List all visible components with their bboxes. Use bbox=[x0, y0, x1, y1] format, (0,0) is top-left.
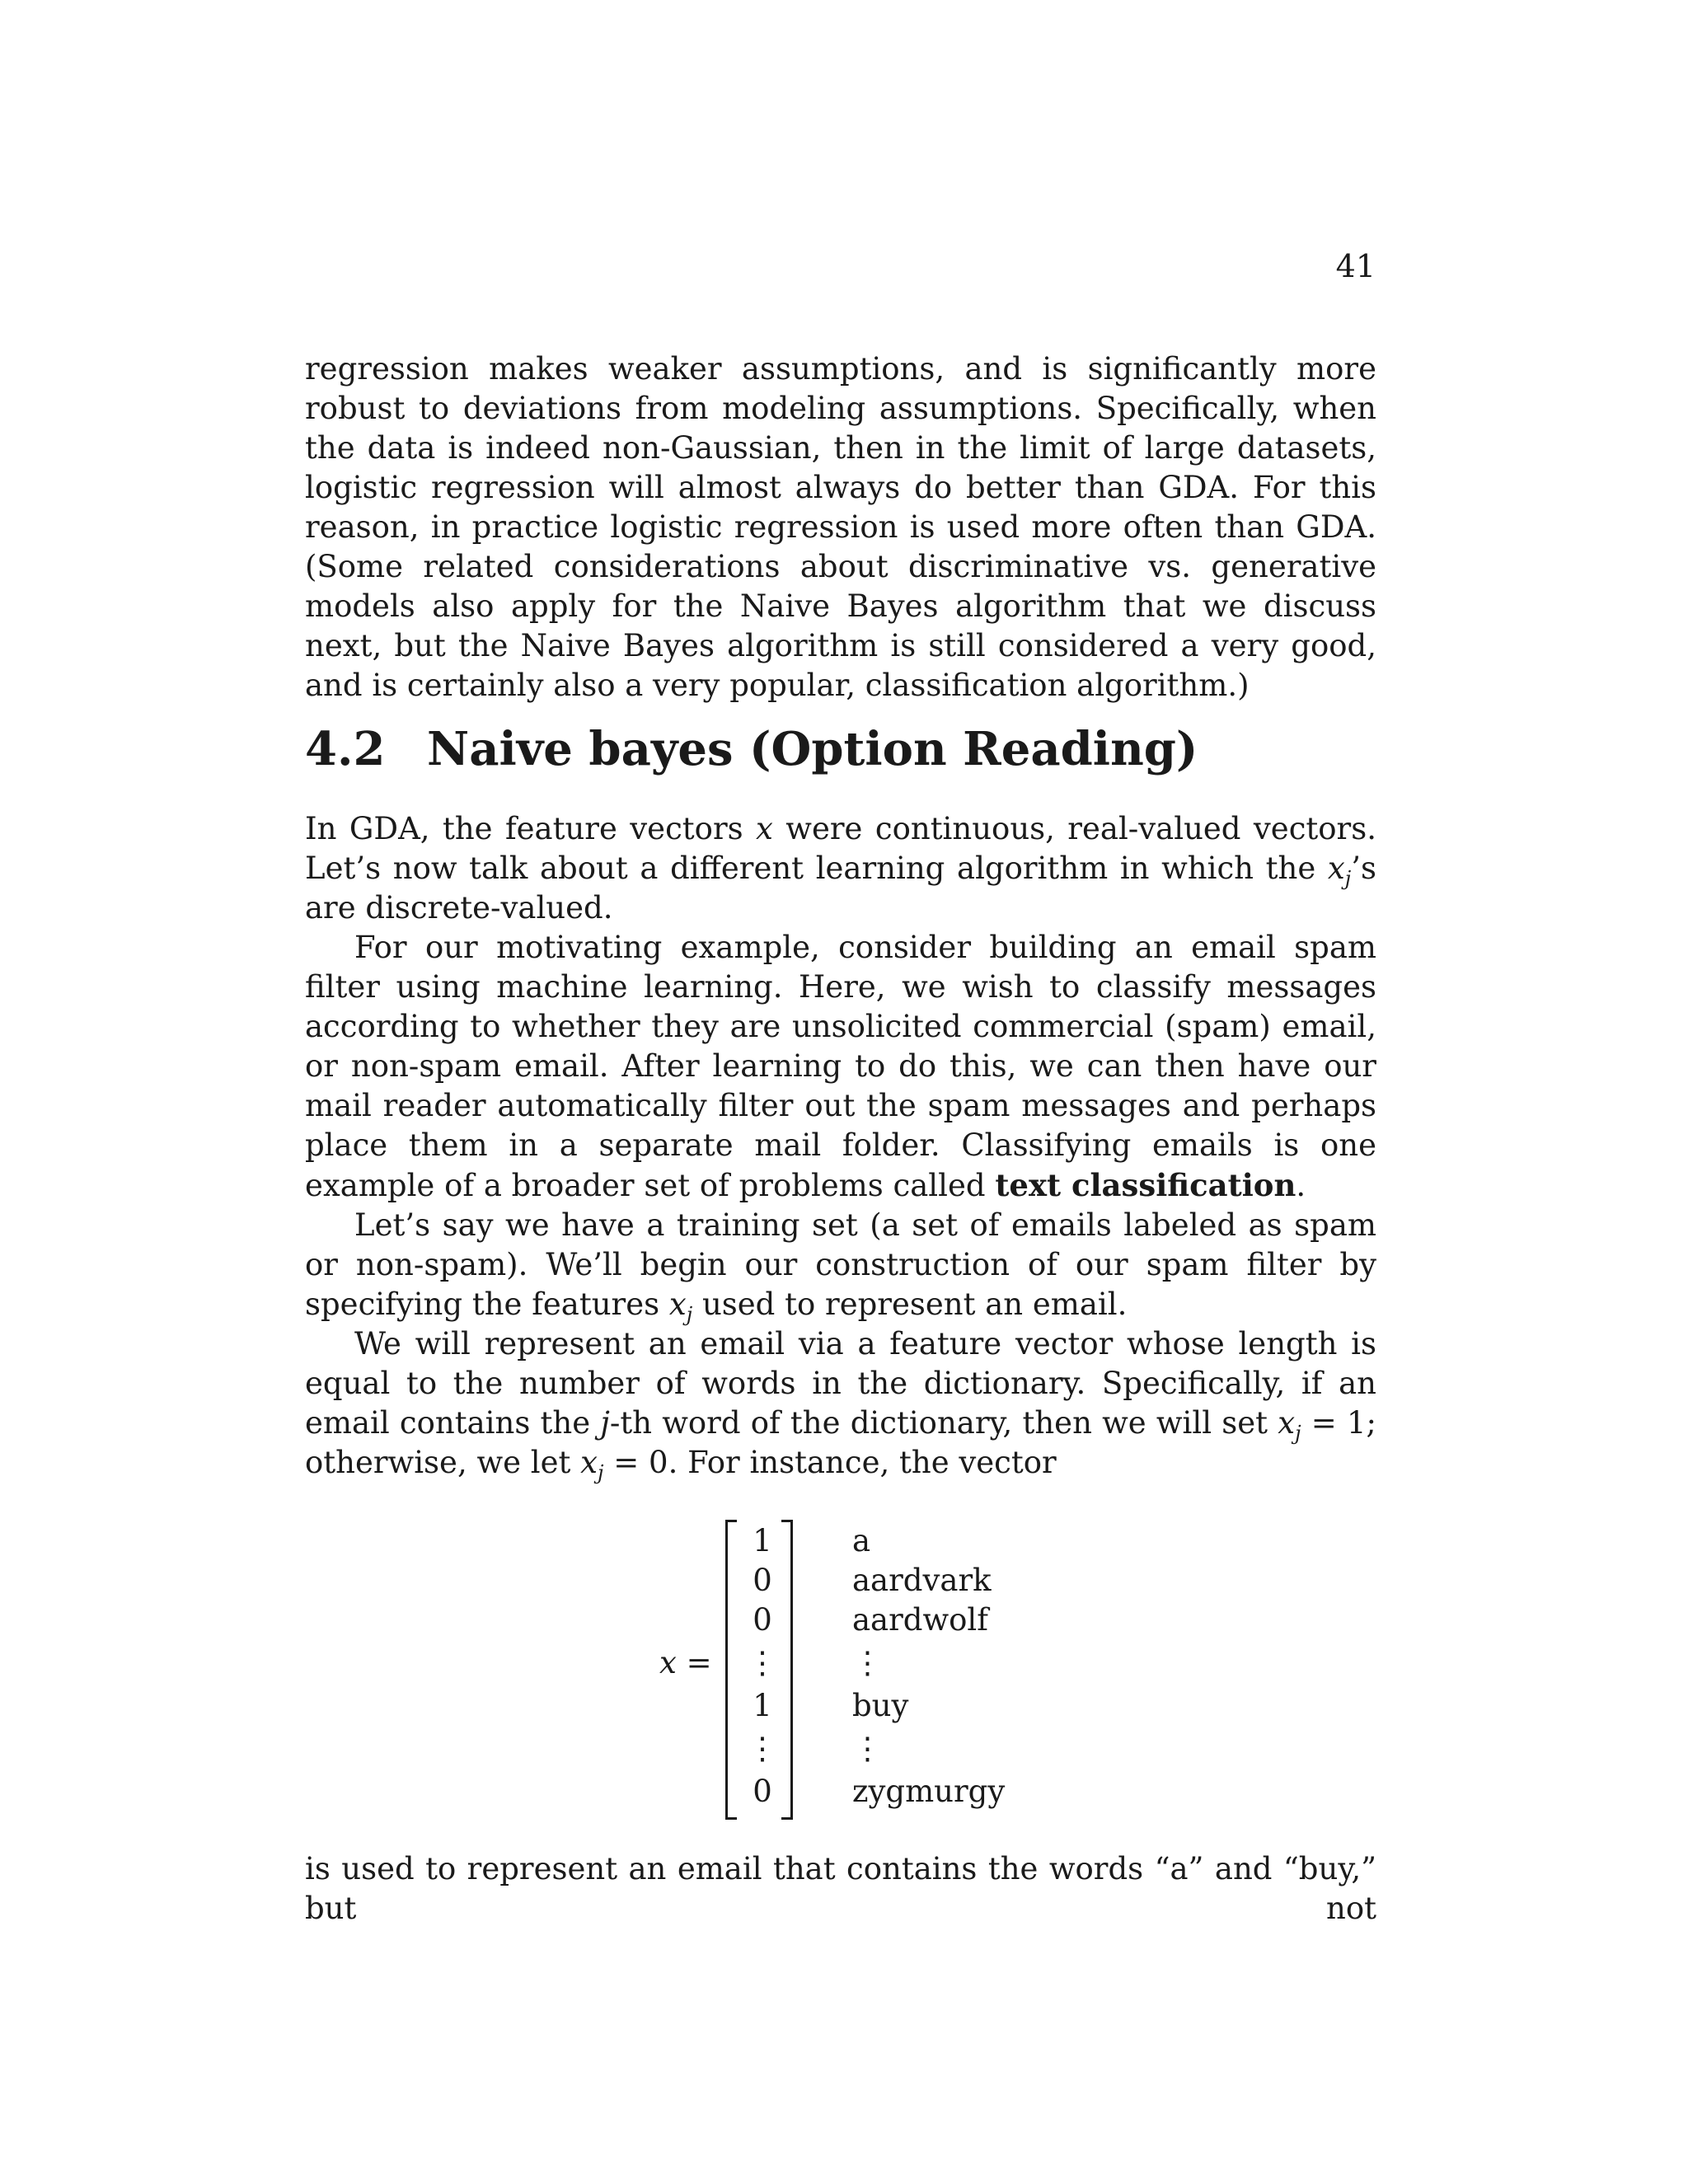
math-xj bbox=[1278, 1405, 1301, 1445]
math-var: x bbox=[580, 1445, 598, 1480]
vector-word-vdots: ⋮ bbox=[852, 1645, 883, 1680]
vector-word-label: buy bbox=[852, 1688, 909, 1723]
page-number: 41 bbox=[1335, 248, 1376, 284]
left-bracket bbox=[725, 1520, 737, 1820]
text-run: ’s are discrete-valued. bbox=[305, 851, 1376, 926]
math-var: x bbox=[1327, 851, 1345, 886]
right-bracket bbox=[781, 1520, 793, 1820]
text-run: For our motivating example, consider building an email spam filter using machine learning. Here, we wish to classify messages according to whether they are unsolicited commercial (spam) email, or non-spam email. After learning to do this, we can then have our mail reader automatically filter out the spam messages and perhaps place them in a separate mail folder. Classifying emails is one example of a broader set of problems called bbox=[305, 930, 1376, 1203]
math-subscript: j bbox=[1295, 1422, 1301, 1445]
paragraph-text: is used to represent an email that contains the words “a” and “buy,” but not bbox=[305, 1851, 1376, 1926]
math-xj bbox=[668, 1286, 693, 1326]
math-var: x bbox=[1278, 1405, 1296, 1441]
math-rest: = 1 bbox=[1301, 1405, 1367, 1441]
vector-equation bbox=[651, 1508, 1063, 1821]
vector-word-label: zygmurgy bbox=[852, 1774, 1006, 1809]
math-xj bbox=[580, 1445, 604, 1484]
equals-sign: = bbox=[676, 1645, 712, 1680]
paragraph-text: regression makes weaker assumptions, and is significantly more robust to deviations from modeling assumptions. Specifically, when the data is indeed non-Gaussian, then in the limit of large datasets, logistic regression will almost always do better than GDA. For this reason, in practice logistic regression is used more often than GDA. (Some related considerations about discriminative vs. generative models also apply for the Naive Bayes algorithm that we discuss next, but the Naive Bayes algorithm is still considered a very good, and is certainly also a very popular, classification algorithm.) bbox=[305, 351, 1376, 703]
math-j: j bbox=[600, 1405, 610, 1441]
vector-word-label: aardwolf bbox=[852, 1602, 988, 1638]
section-number: 4.2 bbox=[305, 722, 386, 776]
text-run: Let’s say we have a training set (a set of emails labeled as spam or non-spam). We’ll begin our construction of our spam filter by specifying the features bbox=[305, 1207, 1376, 1322]
section-heading bbox=[305, 719, 1376, 779]
vector-entry: 0 bbox=[753, 1563, 772, 1598]
vector-word-label: aardvark bbox=[852, 1563, 992, 1598]
math-subscript: j bbox=[598, 1461, 604, 1484]
text-run: We will represent an email via a feature vector whose length is equal to the number of words in the dictionary. Specifically, if an email contains the bbox=[305, 1326, 1376, 1441]
math-subscript: j bbox=[686, 1303, 693, 1326]
vector-entry: 0 bbox=[753, 1602, 772, 1638]
vector-entry-vdots: ⋮ bbox=[747, 1645, 778, 1680]
text-run: were continuous, real-valued vectors. Let’s now talk about a different learning algorithm in which the bbox=[305, 811, 1376, 886]
paragraph-feature-vector bbox=[305, 1324, 1376, 1483]
text-run: . For instance, the vector bbox=[668, 1445, 1057, 1480]
bold-term: text classification bbox=[995, 1167, 1296, 1203]
vector-entry: 1 bbox=[753, 1523, 772, 1558]
equation-xj-0 bbox=[580, 1445, 668, 1484]
section-title: Naive bayes (Option Reading) bbox=[427, 722, 1198, 776]
math-x: x bbox=[756, 811, 773, 846]
paragraph-spam-example bbox=[305, 928, 1376, 1206]
text-run: ; otherwise, we let bbox=[305, 1405, 1376, 1480]
vector-word-vdots: ⋮ bbox=[852, 1731, 883, 1766]
text-run: In GDA, the feature vectors bbox=[305, 811, 757, 846]
paragraph-gda-vs-logistic bbox=[305, 349, 1376, 705]
paragraph-training-set bbox=[305, 1206, 1376, 1324]
text-run: . bbox=[1296, 1168, 1306, 1203]
vector-entry: 0 bbox=[753, 1774, 772, 1809]
math-rest: = 0 bbox=[603, 1445, 668, 1480]
vector-word-label: a bbox=[852, 1523, 871, 1558]
vector-entry: 1 bbox=[753, 1688, 772, 1723]
equation-xj-1 bbox=[1278, 1405, 1367, 1445]
section-body bbox=[305, 809, 1376, 1483]
vector-lhs bbox=[659, 1643, 712, 1683]
text-run: -th word of the dictionary, then we will set bbox=[609, 1405, 1278, 1441]
math-subscript: j bbox=[1344, 867, 1352, 890]
math-var: x bbox=[668, 1286, 687, 1322]
vector-entry-vdots: ⋮ bbox=[747, 1731, 778, 1766]
paragraph-vector-explanation bbox=[305, 1849, 1376, 1929]
paragraph-gda-features bbox=[305, 809, 1376, 928]
text-run: used to represent an email. bbox=[692, 1286, 1128, 1322]
math-xj bbox=[1327, 851, 1352, 890]
math-x: x bbox=[659, 1645, 677, 1680]
